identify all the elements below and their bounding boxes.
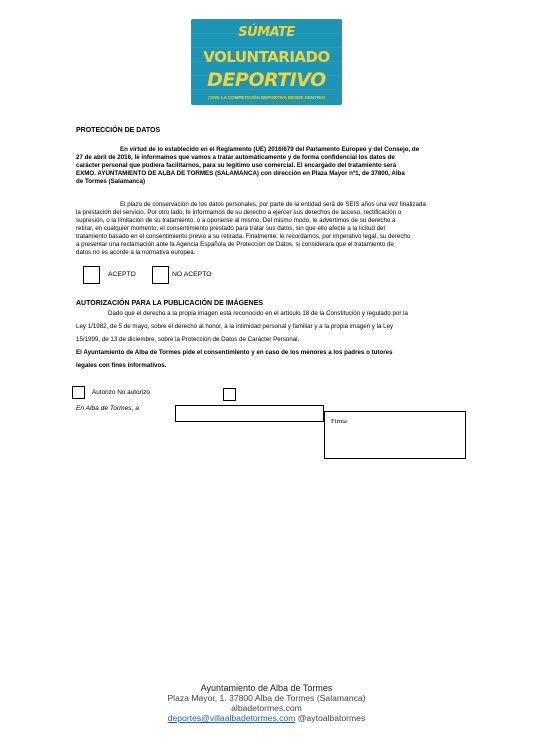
consent-line: legales con fines informativos. <box>76 362 167 369</box>
place-date-label: En Alba de Tormes, a <box>76 405 139 412</box>
body-line: datos no es acorde a la normativa europea. <box>76 249 196 256</box>
autorizacion-consent <box>76 346 458 372</box>
body-line: retirar, en cualquier momento, el consentimiento prestado para tratar sus datos, sin que ello afecte a la licitud del <box>76 225 385 232</box>
signature-box[interactable] <box>324 411 466 459</box>
autorizacion-body <box>76 307 458 346</box>
body-line: tratamiento basado en el consentimiento previo a su retirada. Finalmente, le recordamos, por imperativo legal, su derecho <box>76 233 411 240</box>
intro-line: de Tormes (Salamanca) <box>76 178 146 185</box>
banner-line-3: DEPORTIVO <box>207 69 326 91</box>
autorizacion-line: 15/1999, de 13 de diciembre, sobre la Protección de Datos de Carácter Personal. <box>76 336 300 343</box>
body-line: supresión, o la limitación de su tratamiento, o a oponerse al mismo. Del mismo modo, le advertimos de su derecho a <box>76 217 396 224</box>
autorizo-label: Autorizo No autorizo <box>92 389 150 396</box>
date-field[interactable] <box>175 405 324 422</box>
no-autorizo-checkbox[interactable] <box>223 388 236 401</box>
proteccion-title: PROTECCIÓN DE DATOS <box>76 127 161 134</box>
intro-line: 27 de abril de 2016, le informamos que vamos a tratar automáticamente y de forma confidencial los datos de <box>76 154 395 161</box>
footer-email-link[interactable]: deportes@villaalbadetormes.com <box>167 713 296 723</box>
autorizacion-title: AUTORIZACIÓN PARA LA PUBLICACIÓN DE IMÁGENES <box>76 300 264 307</box>
footer-contact <box>0 713 533 723</box>
no-acepto-label: NO ACEPTO <box>172 271 212 278</box>
proteccion-body <box>76 201 458 257</box>
body-line: El plazo de conservación de los datos personales, por parte de la entidad será de SEIS años una vez finalizada <box>120 201 426 208</box>
autorizacion-line: Dado que el derecho a la propia imagen está reconocido en el artículo 18 de la Constitución y regulado por la <box>108 310 408 317</box>
acepto-label: ACEPTO <box>108 271 136 278</box>
proteccion-intro <box>76 146 458 186</box>
acepto-checkbox[interactable] <box>83 266 100 284</box>
intro-line: carácter personal que pudiera facilitarnos, para su legítimo uso comercial. El encargado del tratamiento será <box>76 162 397 169</box>
autorizacion-line: Ley 1/1982, de 5 de mayo, sobre el derecho al honor, a la intimidad personal y familiar y a la propia imagen y la Ley <box>76 323 394 330</box>
banner-tagline: ¡VIVE LA COMPETICIÓN DEPORTIVA DESDE DENTRO! <box>207 95 326 100</box>
autorizo-checkbox[interactable] <box>72 386 85 399</box>
banner-line-1: SÚMATE <box>238 25 295 40</box>
intro-line: En virtud de lo establecido en el Reglamento (UE) 2016/679 del Parlamento Europeo y del Consejo, de <box>120 146 420 153</box>
body-line: la prestación del servicio. Por otro lado, le informamos de su derecho a ejercer sus derechos de acceso, rectificación o <box>76 209 402 216</box>
footer-org: Ayuntamiento de Alba de Tormes <box>200 683 333 693</box>
consent-line: El Ayuntamiento de Alba de Tormes pide el consentimiento y en caso de los menores a los padres o tutores <box>76 349 393 356</box>
intro-line: EXMO. AYUNTAMIENTO DE ALBA DE TORMES (SALAMANCA) con dirección en Plaza Mayor nº1, de 37800, Alba <box>76 170 405 177</box>
no-acepto-checkbox[interactable] <box>152 266 169 284</box>
banner-line-2: VOLUNTARIADO <box>203 48 330 66</box>
footer-address: Plaza Mayor, 1. 37800 Alba de Tormes (Salamanca) <box>167 693 366 703</box>
footer-website: albadetormes.com <box>231 703 302 713</box>
footer-social: @aytoalbatormes <box>297 713 366 723</box>
voluntariado-banner-logo <box>191 19 342 105</box>
body-line: a presentar una reclamación ante la Agencia Española de Protección de Datos, si considerara que el tratamiento de <box>76 241 394 248</box>
firma-label: Firma <box>331 418 347 425</box>
